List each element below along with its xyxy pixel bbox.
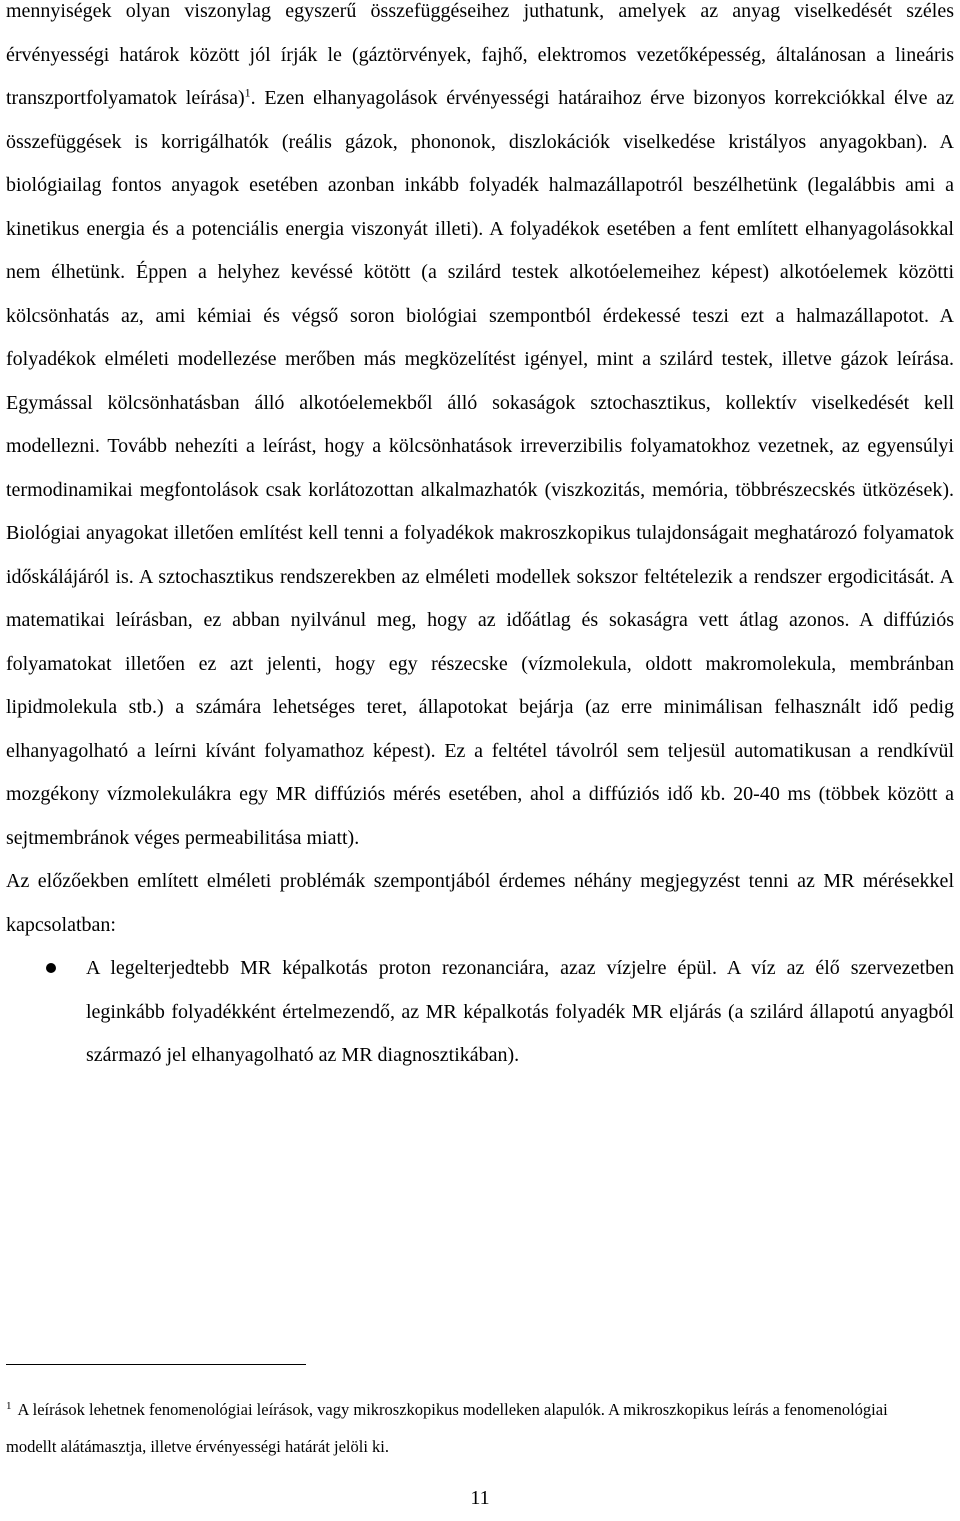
paragraph-1-part-b: . Ezen elhanyagolások érvényességi határaihoz érve bizonyos korrekciókkal élve az összefüggések is korrigálhatók (reális gázok, phononok, diszlokációk viselkedése kristályos anyagokban). A biológiailag fontos anyagok esetében azonban inkább folyadék halmazállapotról beszélhetünk (legalábbis ami a kinetikus energia és a potenciális energia viszonyát illeti). A folyadékok esetében a fent említett elhanyagolásokkal nem élhetünk. Éppen a helyhez kevéssé kötött (a szilárd testek alkotóelemeihez képest) alkotóelemek közötti kölcsönhatás az, ami kémiai és végső soron biológiai szempontból érdekessé teszi ezt a halmazállapotot. A folyadékok elméleti modellezése merőben más megközelítést igényel, mint a szilárd testek, illetve gázok leírása. Egymással kölcsönhatásban álló alkotóelemekből álló sokaságok sztochasztikus, kollektív viselkedését kell modellezni. Tovább nehezíti a leírást, hogy a kölcsönhatások irreverzibilis folyamatokhoz vezetnek, az egyensúlyi termodinamikai megfontolások csak korlátozottan alkalmazhatók (viszkozitás, memória, többrészecskés ütközések). Biológiai anyagokat illetően említést kell tenni a folyadékok makroszkopikus tulajdonságait meghatározó folyamatok időskálájáról is. A sztochasztikus rendszerekben az elméleti modellek sokszor feltételezik a rendszer ergodicitását. A matematikai leírásban, ez abban nyilvánul meg, hogy az időátlag és sokaságra vett átlag azonos. A diffúziós folyamatokat illetően ez azt jelenti, hogy egy részecske (vízmolekula, oldott makromolekula, membránban lipidmolekula stb.) a számára lehetséges teret, állapotokat bejárja (az erre minimálisan felhasznált idő pedig elhanyagolható a leírni kívánt folyamathoz képest). Ez a feltétel távolról sem teljesül automatikusan a rendkívül mozgékony vízmolekulákra egy MR diffúziós mérés esetében, ahol a diffúziós idő kb. 20-40 ms (többek között a sejtmembránok véges permeabilitása miatt). — [6, 87, 954, 849]
paragraph-1-part-a: mennyiségek olyan viszonylag egyszerű összefüggéseihez juthatunk, amelyek az anyag viselkedését széles érvényességi határok között jól írják le (gáztörvények, fajhő, elektromos vezetőképesség, általánosan a lineáris transzportfolyamatok leírása) — [6, 0, 954, 109]
footnote-marker: 1 — [6, 1400, 12, 1412]
list-item — [6, 947, 954, 1078]
footnote-reference[interactable]: 1 — [244, 85, 251, 100]
page-number: 11 — [470, 1487, 490, 1509]
bullet-text: A legelterjedtebb MR képalkotás proton rezonanciára, azaz vízjelre épül. A víz az élő szervezetben leginkább folyadékként értelmezendő, az MR képalkotás folyadék MR eljárás (a szilárd állapotú anyagból származó jel elhanyagolható az MR diagnosztikában). — [86, 957, 954, 1066]
bullet-list — [6, 947, 954, 1078]
footnote-text: A leírások lehetnek fenomenológiai leírások, vagy mikroszkopikus modelleken alapulók. A mikroszkopikus leírás a fenomenológiai modellt alátámasztja, illetve érvényességi határát jelöli ki. — [6, 1400, 888, 1456]
footnote — [6, 1388, 936, 1465]
body-paragraph-1 — [6, 0, 954, 860]
bullet-icon — [46, 963, 56, 973]
footnote-separator — [6, 1364, 306, 1365]
body-paragraph-2: Az előzőekben említett elméleti problémák szempontjából érdemes néhány megjegyzést tenni az MR mérésekkel kapcsolatban: — [6, 870, 954, 936]
